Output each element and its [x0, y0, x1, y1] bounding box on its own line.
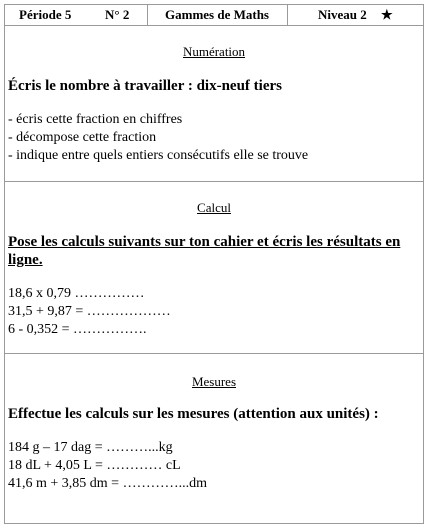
calcul-section: [5, 182, 423, 354]
worksheet: [4, 4, 424, 524]
sheet-title: Gammes de Maths: [165, 7, 269, 22]
calcul-item: 6 - 0,352 = …………….: [8, 322, 147, 337]
numeration-item: - indique entre quels entiers consécutifs elle se trouve: [8, 148, 309, 163]
numeration-item: - décompose cette fraction: [8, 130, 157, 145]
numeration-section: [5, 26, 423, 182]
calcul-item: 18,6 x 0,79 ……………: [8, 286, 145, 301]
calcul-instruction: Pose les calculs suivants sur ton cahier et écris les résultats en: [8, 234, 401, 250]
mesures-item: 41,6 m + 3,85 dm = …………...dm: [8, 476, 207, 491]
numeration-item: - écris cette fraction en chiffres: [8, 112, 183, 127]
mesures-item: 18 dL + 4,05 L = ………… cL: [8, 458, 181, 473]
calcul-heading: Calcul: [197, 200, 231, 215]
calcul-item: 31,5 + 9,87 = ………………: [8, 304, 171, 319]
level-label: Niveau 2: [318, 7, 367, 22]
worksheet-header: [5, 5, 423, 26]
mesures-item: 184 g – 17 dag = ………...kg: [8, 440, 173, 455]
header-divider: [287, 5, 288, 25]
mesures-heading: Mesures: [191, 374, 237, 389]
mesures-instruction: Effectue les calculs sur les mesures (attention aux unités) :: [8, 406, 379, 422]
star-icon: ★: [381, 7, 393, 22]
period-label: Période 5: [19, 7, 72, 22]
calcul-instruction-continued: ligne.: [8, 252, 43, 268]
sheet-number: N° 2: [105, 7, 130, 22]
numeration-instruction: Écris le nombre à travailler : dix-neuf tiers: [8, 78, 282, 94]
header-divider: [147, 5, 148, 25]
numeration-heading: Numération: [182, 44, 246, 59]
mesures-section: [5, 354, 423, 523]
